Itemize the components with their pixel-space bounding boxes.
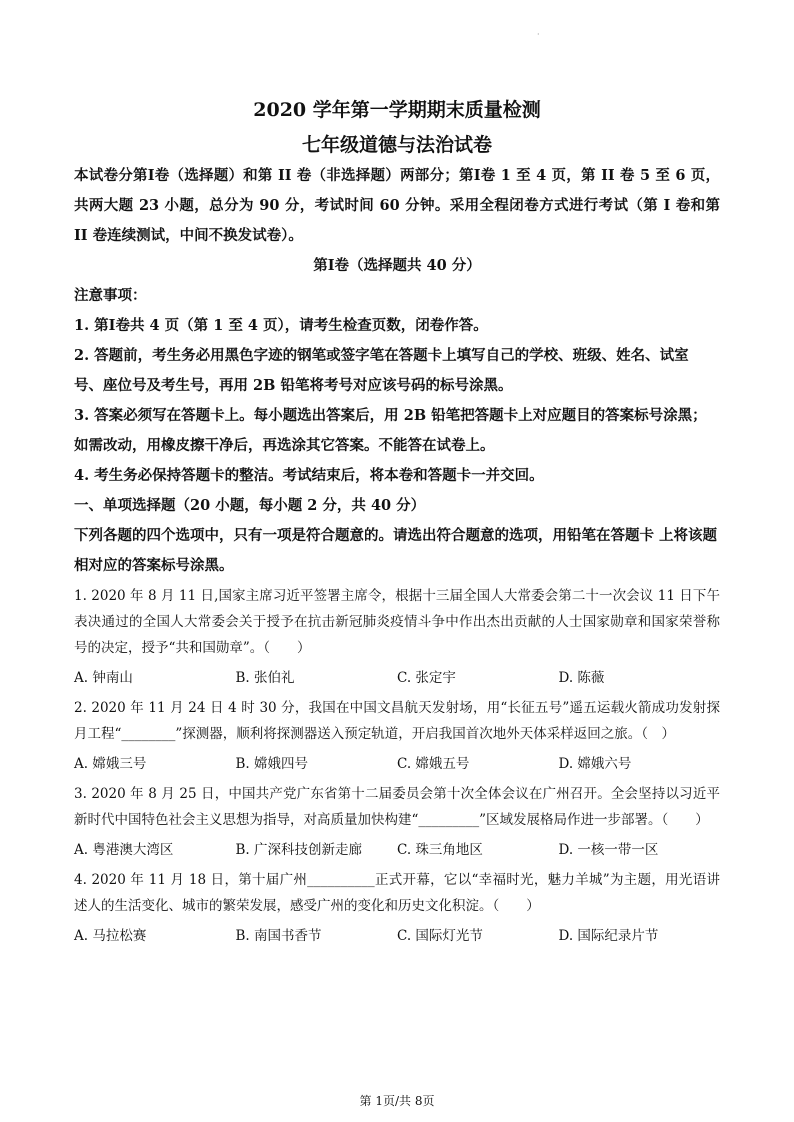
option-b: B. 嫦娥四号 bbox=[235, 756, 309, 772]
option-a: A. 粤港澳大湾区 bbox=[74, 842, 174, 858]
option-a: A. 马拉松赛 bbox=[74, 928, 147, 944]
section-heading: 一、单项选择题（20 小题，每小题 2 分，共 40 分） bbox=[74, 497, 426, 514]
option-d: D. 一核一带一区 bbox=[558, 842, 659, 858]
option-c: C. 国际灯光节 bbox=[397, 928, 483, 944]
question-2 bbox=[74, 695, 720, 777]
option-c: C. 张定宇 bbox=[397, 670, 456, 686]
question-4 bbox=[74, 867, 720, 949]
notice-heading: 注意事项： bbox=[74, 287, 147, 304]
question-options bbox=[74, 923, 720, 949]
question-stem: 3. 2020 年 8 月 25 日，中国共产党广东省第十二届委员会第十次全体会议在广州召开。全会坚持以习近平新时代中国特色社会主义思想为指导，对高质量加快构建“_________”区域发展格局作进一步部署。（ ） bbox=[74, 786, 720, 828]
section-instruction: 下列各题的四个选项中，只有一项是符合题意的。请选出符合题意的选项，用铅笔在答题卡 上将该题相对应的答案标号涂黑。 bbox=[74, 527, 718, 574]
question-3 bbox=[74, 781, 720, 863]
option-d: D. 国际纪录片节 bbox=[558, 928, 659, 944]
option-b: B. 广深科技创新走廊 bbox=[235, 842, 363, 858]
question-1 bbox=[74, 583, 720, 691]
option-c: C. 珠三角地区 bbox=[397, 842, 483, 858]
notice-block bbox=[74, 281, 720, 491]
question-options bbox=[74, 665, 720, 691]
exam-title: 2020 学年第一学期期末质量检测 bbox=[253, 99, 541, 121]
corner-mark: · bbox=[537, 30, 540, 39]
option-b: B. 张伯礼 bbox=[235, 670, 295, 686]
exam-intro: 本试卷分第Ⅰ卷（选择题）和第 II 卷（非选择题）两部分；第Ⅰ卷 1 至 4 页，第 II 卷 5 至 6 页，共两大题 23 小题，总分为 90 分，考试时间 60 分钟。采用全程闭卷方式进行考试（第 I 卷和第 II 卷连续测试，中间不换发试卷）。 bbox=[74, 167, 720, 244]
option-c: C. 嫦娥五号 bbox=[397, 756, 470, 772]
question-stem: 2. 2020 年 11 月 24 日 4 时 30 分，我国在中国文昌航天发射场，用“长征五号”遥五运载火箭成功发射探月工程“________”探测器，顺利将探测器送入预定轨道，开启我国首次地外天体采样返回之旅。（ ） bbox=[74, 700, 720, 742]
option-d: D. 陈薇 bbox=[558, 670, 605, 686]
question-options bbox=[74, 751, 720, 777]
question-stem: 4. 2020 年 11 月 18 日，第十届广州__________正式开幕，它以“幸福时光，魅力羊城”为主题，用光语讲述人的生活变化、城市的繁荣发展，感受广州的变化和历史文化积淀。（ ） bbox=[74, 872, 720, 914]
notice-item-3: 3. 答案必须写在答题卡上。每小题选出答案后，用 2B 铅笔把答题卡上对应题目的答案标号涂黑； 如需改动，用橡皮擦干净后，再选涂其它答案。不能答在试卷上。 bbox=[74, 407, 707, 454]
page-content bbox=[74, 98, 720, 953]
question-options bbox=[74, 837, 720, 863]
notice-item-1: 1. 第Ⅰ卷共 4 页（第 1 至 4 页），请考生检查页数，闭卷作答。 bbox=[74, 317, 488, 334]
option-a: A. 钟南山 bbox=[74, 670, 133, 686]
notice-item-2: 2. 答题前，考生务必用黑色字迹的钢笔或签字笔在答题卡上填写自己的学校、班级、姓名、试室 号、座位号及考生号，再用 2B 铅笔将考号对应该号码的标号涂黑。 bbox=[74, 347, 689, 394]
option-b: B. 南国书香节 bbox=[235, 928, 322, 944]
part-title: 第Ⅰ卷（选择题共 40 分） bbox=[313, 257, 481, 274]
option-a: A. 嫦娥三号 bbox=[74, 756, 147, 772]
exam-subtitle: 七年级道德与法治试卷 bbox=[301, 134, 492, 156]
page-number: 第 1页/共 8页 bbox=[359, 1094, 435, 1108]
notice-item-4: 4. 考生务必保持答题卡的整洁。考试结束后，将本卷和答题卡一并交回。 bbox=[74, 467, 544, 484]
question-stem: 1. 2020 年 8 月 11 日,国家主席习近平签署主席令，根据十三届全国人大常委会第二十一次会议 11 日下午表决通过的全国人大常委会关于授予在抗击新冠肺炎疫情斗争中作出杰出贡献的人士国家勋章和国家荣誉称号的决定，授予“共和国勋章”。（ ） bbox=[74, 588, 720, 656]
option-d: D. 嫦娥六号 bbox=[558, 756, 632, 772]
